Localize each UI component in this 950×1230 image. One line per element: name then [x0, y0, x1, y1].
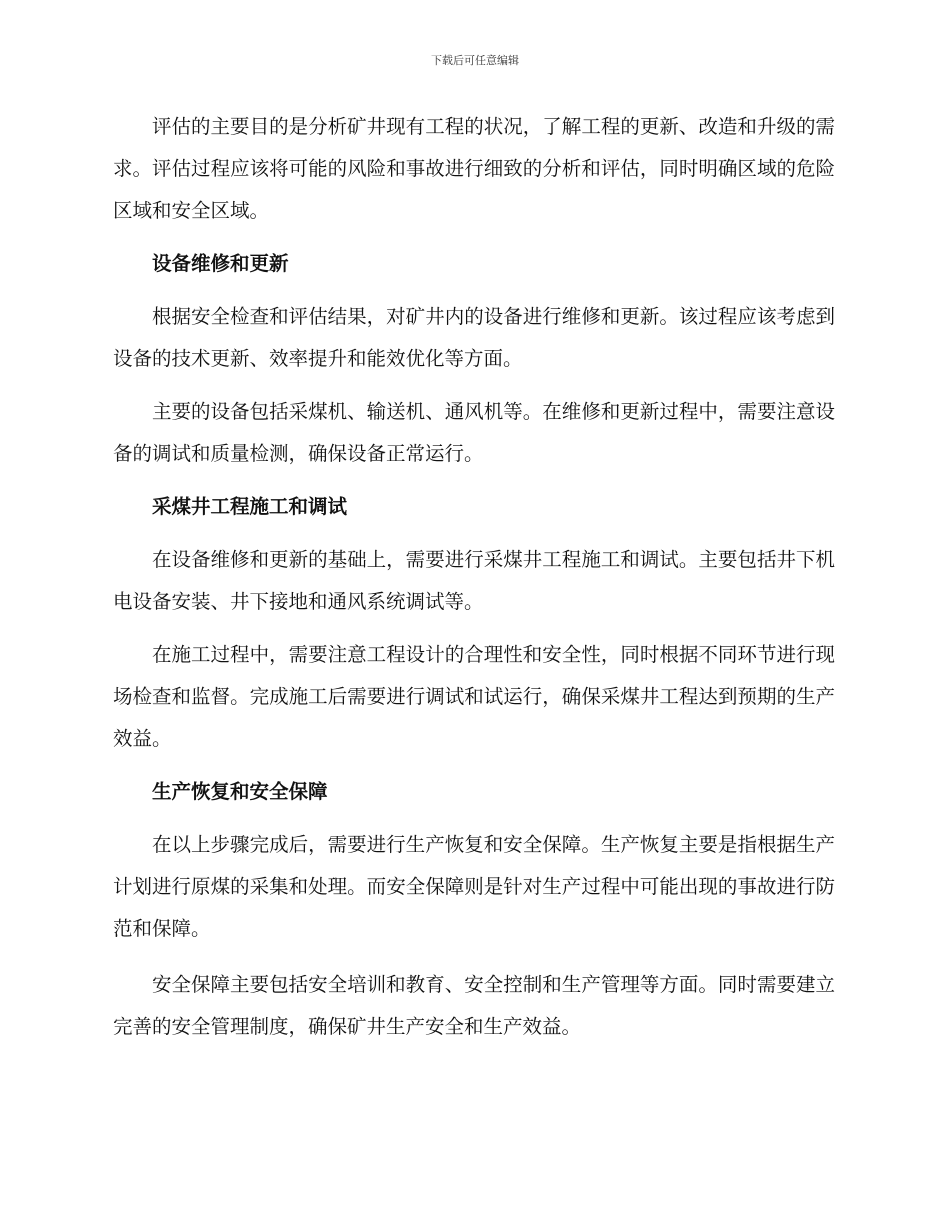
paragraph-equipment-maintenance: 根据安全检查和评估结果，对矿井内的设备进行维修和更新。该过程应该考虑到设备的技术更新、效率提升和能效优化等方面。: [113, 305, 835, 370]
paragraph-safety-assurance: 安全保障主要包括安全培训和教育、安全控制和生产管理等方面。同时需要建立完善的安全管理制度，确保矿井生产安全和生产效益。: [113, 973, 835, 1038]
page-header: 下载后可任意编辑: [431, 54, 519, 67]
paragraph-main-equipment: 主要的设备包括采煤机、输送机、通风机等。在维修和更新过程中，需要注意设备的调试和质量检测，确保设备正常运行。: [113, 400, 835, 465]
document-body: [113, 106, 835, 1048]
paragraph-production-recovery: 在以上步骤完成后，需要进行生产恢复和安全保障。生产恢复主要是指根据生产计划进行原煤的采集和处理。而安全保障则是针对生产过程中可能出现的事故进行防范和保障。: [113, 833, 835, 940]
paragraph-construction-process: 在施工过程中，需要注意工程设计的合理性和安全性，同时根据不同环节进行现场检查和监督。完成施工后需要进行调试和试运行，确保采煤井工程达到预期的生产效益。: [113, 643, 835, 750]
heading-mine-construction: 采煤井工程施工和调试: [152, 495, 348, 518]
paragraph-evaluation-purpose: 评估的主要目的是分析矿井现有工程的状况，了解工程的更新、改造和升级的需求。评估过程应该将可能的风险和事故进行细致的分析和评估，同时明确区域的危险区域和安全区域。: [113, 115, 835, 222]
heading-equipment-maintenance: 设备维修和更新: [152, 252, 289, 275]
paragraph-mine-construction: 在设备维修和更新的基础上，需要进行采煤井工程施工和调试。主要包括井下机电设备安装、井下接地和通风系统调试等。: [113, 548, 835, 613]
heading-production-recovery: 生产恢复和安全保障: [152, 780, 328, 803]
